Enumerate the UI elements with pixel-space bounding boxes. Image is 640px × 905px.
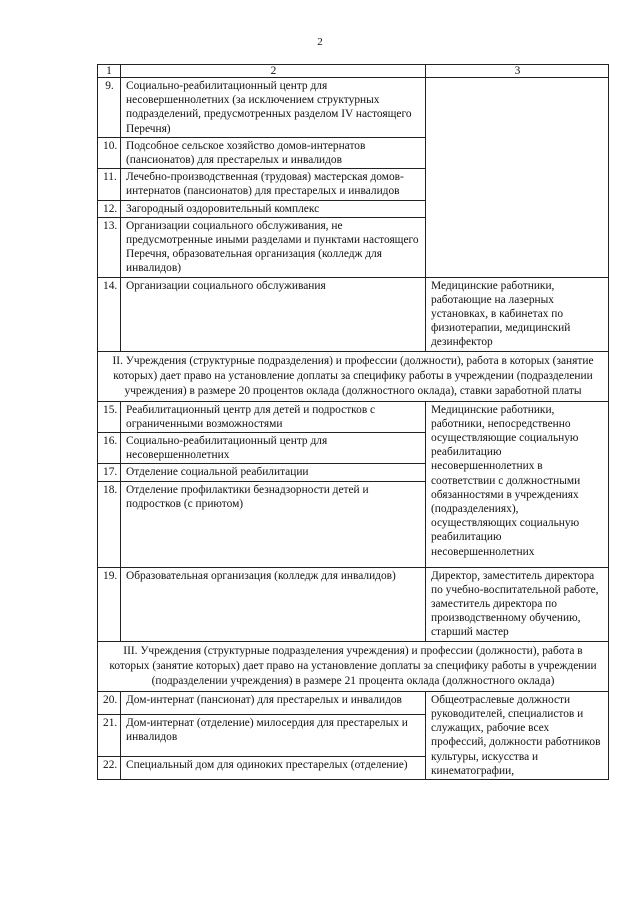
positions-table (97, 64, 609, 780)
row-institution: Социально-реабилитационный центр для несовершеннолетних (за исключением структурных подразделений, предусмотренных разделом IV настоящего Перечня) (121, 78, 426, 138)
row-institution: Отделение социальной реабилитации (121, 464, 426, 481)
section-3-title: III. Учреждения (структурные подразделения учреждения) и профессии (должности), работа в которых (занятие которых) дает право на установление доплаты за специфику работы в учреждении (подразделении учреждения) в размере 21 процента оклада (должностного оклада) (98, 641, 609, 691)
row-number: 14. (98, 277, 121, 351)
table-row (98, 401, 609, 432)
row-number: 21. (98, 714, 121, 756)
row-institution: Лечебно-производственная (трудовая) мастерская домов-интернатов (пансионатов) для престарелых и инвалидов (121, 169, 426, 200)
table-row (98, 277, 609, 351)
row-positions-empty (426, 78, 609, 278)
row-institution: Социально-реабилитационный центр для несовершеннолетних (121, 433, 426, 464)
row-institution: Образовательная организация (колледж для инвалидов) (121, 567, 426, 641)
section-2-title: II. Учреждения (структурные подразделения) и профессии (должности), работа в которых (занятие которых) дает право на установление доплаты за специфику работы в учреждении (подразделении учреждения) в размере 20 процентов оклада (должностного оклада), ставки заработной платы (98, 351, 609, 401)
row-number: 9. (98, 78, 121, 138)
row-positions-merged: Общеотраслевые должности руководителей, специалистов и служащих, рабочие всех профессий, должности работников культуры, искусства и кинематографии, (426, 691, 609, 779)
row-number: 13. (98, 217, 121, 277)
table-header-row (98, 65, 609, 78)
row-positions: Медицинские работники, работающие на лазерных установках, в кабинетах по физиотерапии, медицинский дезинфектор (426, 277, 609, 351)
row-institution: Дом-интернат (отделение) милосердия для престарелых и инвалидов (121, 714, 426, 756)
row-number: 17. (98, 464, 121, 481)
row-institution: Специальный дом для одиноких престарелых (отделение) (121, 756, 426, 779)
row-number: 11. (98, 169, 121, 200)
row-number: 16. (98, 433, 121, 464)
row-number: 18. (98, 481, 121, 567)
row-number: 20. (98, 691, 121, 714)
row-institution: Дом-интернат (пансионат) для престарелых и инвалидов (121, 691, 426, 714)
row-institution: Реабилитационный центр для детей и подростков с ограниченными возможностями (121, 401, 426, 432)
table-row (98, 691, 609, 714)
table-row (98, 567, 609, 641)
row-number: 12. (98, 200, 121, 217)
row-number: 10. (98, 137, 121, 168)
page-number: 2 (317, 36, 323, 48)
table-row (98, 78, 609, 138)
row-institution: Загородный оздоровительный комплекс (121, 200, 426, 217)
row-number: 19. (98, 567, 121, 641)
row-number: 15. (98, 401, 121, 432)
row-positions-merged: Медицинские работники, работники, непосредственно осуществляющие социальную реабилитацию несовершеннолетних в соответствии с должностными обязанностями в учреждениях (подразделениях), осуществляющих социальную реабилитацию несовершеннолетних (426, 401, 609, 567)
row-institution: Отделение профилактики безнадзорности детей и подростков (с приютом) (121, 481, 426, 567)
row-institution: Подсобное сельское хозяйство домов-интернатов (пансионатов) для престарелых и инвалидов (121, 137, 426, 168)
row-number: 22. (98, 756, 121, 779)
section-heading-row (98, 641, 609, 691)
row-positions: Директор, заместитель директора по учебно-воспитательной работе, заместитель директора по производственному обучению, старший мастер (426, 567, 609, 641)
header-col-1: 1 (98, 65, 121, 78)
header-col-3: 3 (426, 65, 609, 78)
row-institution: Организации социального обслуживания, не предусмотренные иными разделами и пунктами настоящего Перечня, образовательная организация (колледж для инвалидов) (121, 217, 426, 277)
header-col-2: 2 (121, 65, 426, 78)
section-heading-row (98, 351, 609, 401)
row-institution: Организации социального обслуживания (121, 277, 426, 351)
